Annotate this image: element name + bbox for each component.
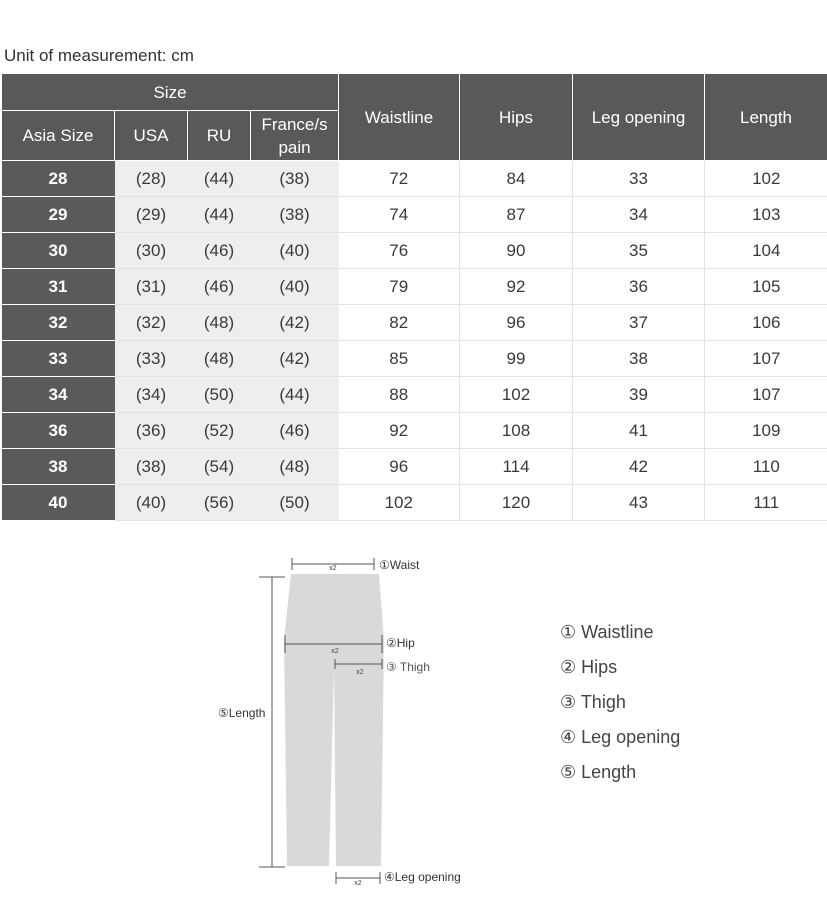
france-spain-cell: (42) xyxy=(251,341,339,377)
leg-opening-cell: 43 xyxy=(573,485,705,521)
asia-size-cell: 31 xyxy=(2,269,115,305)
leg-opening-cell: 41 xyxy=(573,413,705,449)
table-row xyxy=(2,341,827,377)
asia-size-cell: 33 xyxy=(2,341,115,377)
france-spain-cell: (48) xyxy=(251,449,339,485)
waistline-cell: 79 xyxy=(339,269,460,305)
waistline-cell: 88 xyxy=(339,377,460,413)
header-usa: USA xyxy=(115,111,188,161)
hips-cell: 120 xyxy=(460,485,573,521)
usa-cell: (38) xyxy=(115,449,188,485)
length-cell: 103 xyxy=(705,197,827,233)
length-cell: 105 xyxy=(705,269,827,305)
leg-opening-cell: 39 xyxy=(573,377,705,413)
legend-item-thigh: ③ Thigh xyxy=(560,692,626,712)
asia-size-cell: 28 xyxy=(2,161,115,197)
pants-measurement-diagram xyxy=(0,540,560,900)
header-ru: RU xyxy=(188,111,251,161)
length-cell: 110 xyxy=(705,449,827,485)
usa-cell: (29) xyxy=(115,197,188,233)
table-row xyxy=(2,449,827,485)
asia-size-cell: 32 xyxy=(2,305,115,341)
usa-cell: (31) xyxy=(115,269,188,305)
usa-cell: (36) xyxy=(115,413,188,449)
header-leg-opening: Leg opening xyxy=(573,74,705,161)
ru-cell: (44) xyxy=(188,161,251,197)
table-row xyxy=(2,413,827,449)
france-spain-cell: (42) xyxy=(251,305,339,341)
hips-cell: 90 xyxy=(460,233,573,269)
usa-cell: (28) xyxy=(115,161,188,197)
length-cell: 111 xyxy=(705,485,827,521)
ru-cell: (54) xyxy=(188,449,251,485)
asia-size-cell: 38 xyxy=(2,449,115,485)
thigh-multiplier: x2 xyxy=(356,669,364,676)
length-cell: 107 xyxy=(705,377,827,413)
ru-cell: (46) xyxy=(188,269,251,305)
leg-opening-cell: 33 xyxy=(573,161,705,197)
waist-label: ①Waist xyxy=(379,558,420,572)
france-spain-cell: (50) xyxy=(251,485,339,521)
hip-label: ②Hip xyxy=(386,636,415,650)
legend-item-waistline: ① Waistline xyxy=(560,622,654,642)
length-label: ⑤Length xyxy=(218,706,266,720)
ru-cell: (48) xyxy=(188,341,251,377)
ru-cell: (44) xyxy=(188,197,251,233)
waist-multiplier: x2 xyxy=(329,565,337,572)
hip-multiplier: x2 xyxy=(331,648,339,655)
waistline-cell: 92 xyxy=(339,413,460,449)
france-spain-cell: (38) xyxy=(251,197,339,233)
leg-opening-cell: 35 xyxy=(573,233,705,269)
leg-opening-cell: 34 xyxy=(573,197,705,233)
hips-cell: 96 xyxy=(460,305,573,341)
usa-cell: (40) xyxy=(115,485,188,521)
asia-size-cell: 40 xyxy=(2,485,115,521)
waistline-cell: 76 xyxy=(339,233,460,269)
hips-cell: 87 xyxy=(460,197,573,233)
thigh-label: ③ Thigh xyxy=(386,660,430,674)
ru-cell: (50) xyxy=(188,377,251,413)
length-cell: 104 xyxy=(705,233,827,269)
usa-cell: (34) xyxy=(115,377,188,413)
asia-size-cell: 30 xyxy=(2,233,115,269)
header-length: Length xyxy=(705,74,827,161)
measurement-legend xyxy=(560,618,680,793)
asia-size-cell: 29 xyxy=(2,197,115,233)
table-row xyxy=(2,305,827,341)
length-cell: 106 xyxy=(705,305,827,341)
leg-opening-multiplier: x2 xyxy=(354,880,362,887)
leg-opening-cell: 36 xyxy=(573,269,705,305)
leg-opening-cell: 42 xyxy=(573,449,705,485)
ru-cell: (46) xyxy=(188,233,251,269)
asia-size-cell: 34 xyxy=(2,377,115,413)
usa-cell: (30) xyxy=(115,233,188,269)
leg-opening-label: ④Leg opening xyxy=(384,870,461,884)
france-spain-cell: (40) xyxy=(251,233,339,269)
length-cell: 109 xyxy=(705,413,827,449)
length-cell: 107 xyxy=(705,341,827,377)
usa-cell: (32) xyxy=(115,305,188,341)
hips-cell: 114 xyxy=(460,449,573,485)
leg-opening-cell: 38 xyxy=(573,341,705,377)
usa-cell: (33) xyxy=(115,341,188,377)
asia-size-cell: 36 xyxy=(2,413,115,449)
leg-opening-cell: 37 xyxy=(573,305,705,341)
france-spain-cell: (44) xyxy=(251,377,339,413)
ru-cell: (56) xyxy=(188,485,251,521)
ru-cell: (48) xyxy=(188,305,251,341)
size-table-body xyxy=(2,161,827,521)
hips-cell: 108 xyxy=(460,413,573,449)
table-row xyxy=(2,377,827,413)
hips-cell: 84 xyxy=(460,161,573,197)
legend-item-length: ⑤ Length xyxy=(560,762,637,782)
france-spain-cell: (38) xyxy=(251,161,339,197)
waistline-cell: 102 xyxy=(339,485,460,521)
table-row xyxy=(2,485,827,521)
hips-cell: 92 xyxy=(460,269,573,305)
waistline-cell: 85 xyxy=(339,341,460,377)
france-spain-cell: (40) xyxy=(251,269,339,305)
unit-label: Unit of measurement: cm xyxy=(4,46,194,65)
header-asia-size: Asia Size xyxy=(2,111,115,161)
size-group-header: Size xyxy=(2,74,339,111)
pants-silhouette xyxy=(284,574,384,866)
france-spain-cell: (46) xyxy=(251,413,339,449)
header-france-spain: France/s pain xyxy=(251,111,339,161)
table-row xyxy=(2,269,827,305)
hips-cell: 102 xyxy=(460,377,573,413)
table-row xyxy=(2,161,827,197)
waistline-cell: 72 xyxy=(339,161,460,197)
size-chart-table xyxy=(1,73,827,521)
ru-cell: (52) xyxy=(188,413,251,449)
header-waistline: Waistline xyxy=(339,74,460,161)
legend-item-leg-opening: ④ Leg opening xyxy=(560,727,681,747)
hips-cell: 99 xyxy=(460,341,573,377)
header-hips: Hips xyxy=(460,74,573,161)
waistline-cell: 82 xyxy=(339,305,460,341)
waistline-cell: 74 xyxy=(339,197,460,233)
legend-item-hips: ② Hips xyxy=(560,657,618,677)
table-row xyxy=(2,197,827,233)
length-cell: 102 xyxy=(705,161,827,197)
waistline-cell: 96 xyxy=(339,449,460,485)
table-row xyxy=(2,233,827,269)
